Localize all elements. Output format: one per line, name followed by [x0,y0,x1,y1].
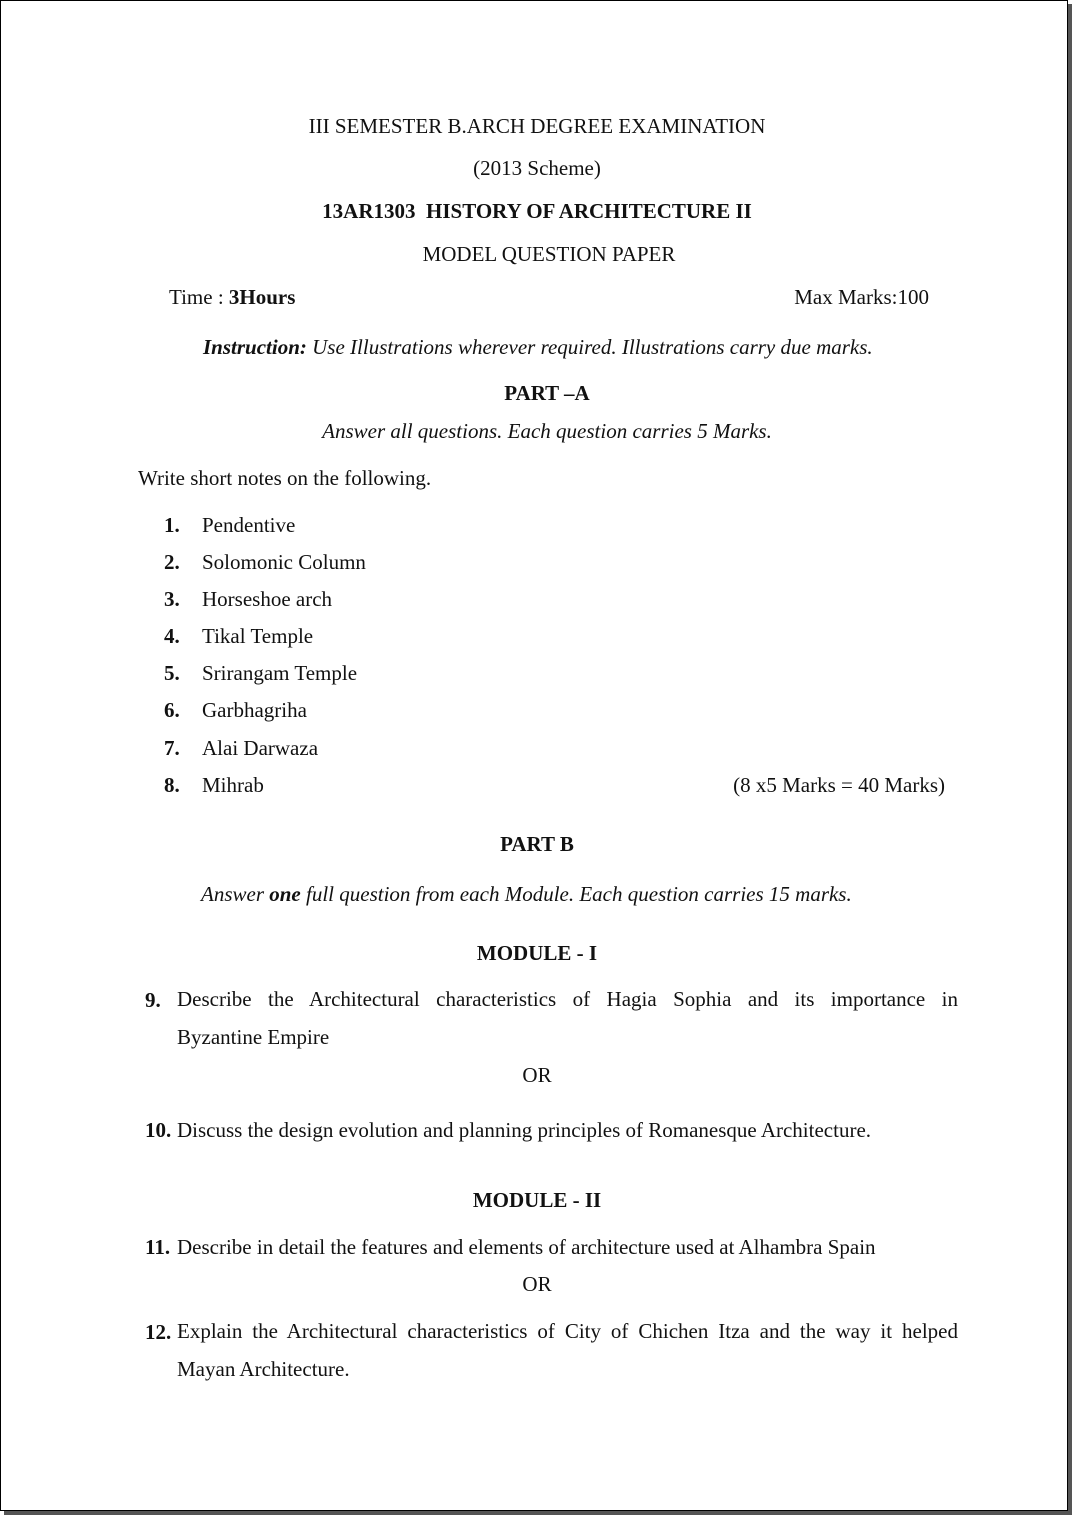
question-text: Discuss the design evolution and planning principles of Romanesque Architecture. [177,1118,872,1142]
question-text [177,981,958,1018]
item-text: Alai Darwaza [202,736,319,760]
module-1-title: MODULE - I [476,941,598,965]
item-number: 8. [164,773,180,797]
module-2-title: MODULE - II [472,1188,602,1212]
part-a-marks: (8 x5 Marks = 40 Marks) [733,773,945,797]
exam-title: III SEMESTER B.ARCH DEGREE EXAMINATION [308,114,766,138]
question-line: Explain the Architectural characteristics of City of Chichen Itza and the way it helped [177,1319,958,1343]
question-line: Mayan Architecture. [177,1357,350,1381]
question-text [177,1313,958,1350]
part-a-lead: Write short notes on the following. [138,466,432,490]
question-number: 10. [145,1118,172,1142]
question-number: 11. [145,1235,171,1259]
part-b-instr-pre: Answer [201,882,270,906]
item-text: Srirangam Temple [202,661,358,685]
paper-type: MODEL QUESTION PAPER [422,242,676,266]
scheme-label: (2013 Scheme) [473,156,601,180]
question-line: Describe the Architectural characteristics of Hagia Sophia and its importance in [177,987,958,1011]
instruction [203,334,873,360]
course-title: 13AR1303 HISTORY OF ARCHITECTURE II [322,199,752,223]
part-b-instr-bold: one [269,882,301,906]
item-number: 6. [164,698,180,722]
item-text: Horseshoe arch [202,587,333,611]
or-separator: OR [522,1063,552,1087]
instruction-label: Instruction: [203,335,307,359]
question-number: 12. [145,1320,172,1344]
item-number: 2. [164,550,180,574]
part-b-title: PART B [500,832,574,856]
item-text: Tikal Temple [202,624,314,648]
part-a-subtitle: Answer all questions. Each question carries 5 Marks. [322,419,772,443]
time-label: Time : [169,285,229,309]
item-number: 5. [164,661,180,685]
item-text: Garbhagriha [202,698,307,722]
instruction-text: Use Illustrations wherever required. Illustrations carry due marks. [306,335,873,359]
part-b-instr-post: full question from each Module. Each question carries 15 marks. [300,882,852,906]
part-a-title: PART –A [504,381,590,405]
or-separator: OR [522,1272,552,1296]
item-text: Solomonic Column [202,550,366,574]
question-text: Describe in detail the features and elements of architecture used at Alhambra Spain [177,1235,876,1259]
max-marks: Max Marks:100 [794,285,929,309]
item-number: 3. [164,587,180,611]
item-text: Mihrab [202,773,264,797]
part-b-instruction [201,881,852,907]
question-line: Byzantine Empire [177,1025,330,1049]
time-value: 3Hours [228,285,296,309]
time-field [169,284,295,310]
question-number: 9. [145,988,161,1012]
item-number: 4. [164,624,180,648]
item-number: 7. [164,736,180,760]
item-number: 1. [164,513,180,537]
item-text: Pendentive [202,513,296,537]
